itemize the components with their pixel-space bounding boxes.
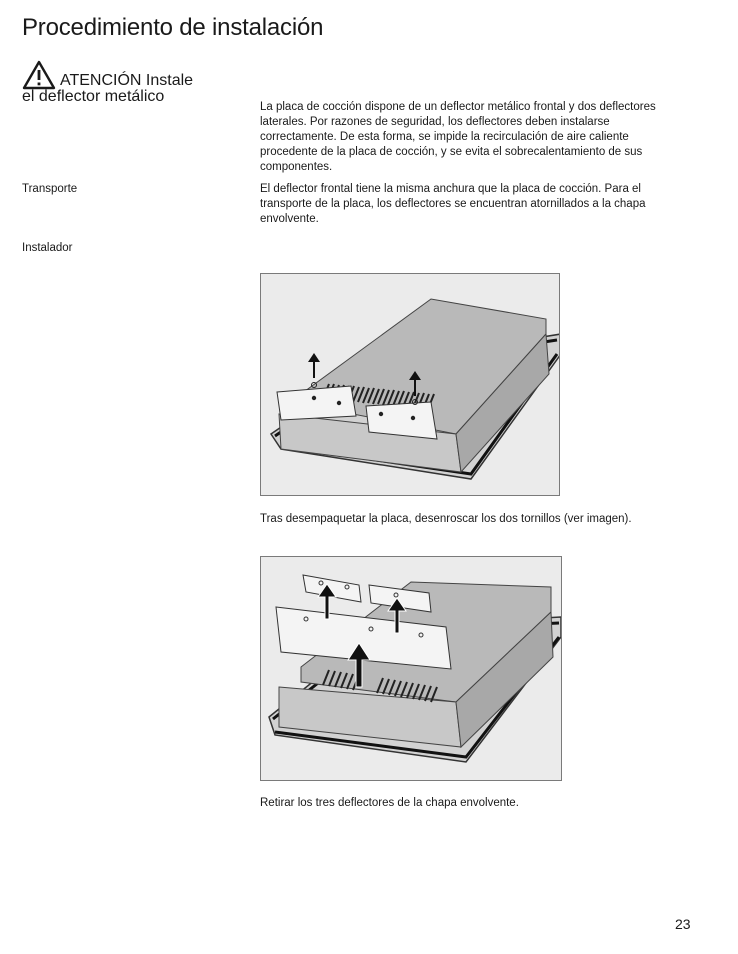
cooktop-illustration-1 [261, 274, 559, 495]
intro-paragraph: La placa de cocción dispone de un deflector metálico frontal y dos deflectores laterales. Por razones de seguridad, los deflectores deben instalarse correctamente. De esta forma, se impide la recirculación de aire caliente procedente de la placa de cocción, y se evita el sobrecalentamiento de sus componentes. [260, 101, 656, 173]
warning-heading-line1: ATENCIÓN Instale [60, 72, 194, 89]
page-title: Procedimiento de instalación [22, 14, 324, 41]
figure-remove-deflectors [260, 556, 562, 781]
warning-heading-line2: el deflector metálico [22, 88, 165, 105]
warning-triangle-icon [22, 60, 56, 90]
page-number: 23 [675, 916, 691, 932]
transport-label: Transporte [22, 183, 78, 195]
transport-paragraph: El deflector frontal tiene la misma anchura que la placa de cocción. Para el transporte de la placa, los deflectores se encuentran atornillados a la chapa envolvente. [260, 183, 646, 225]
figure1-caption: Tras desempaquetar la placa, desenroscar los dos tornillos (ver imagen). [260, 513, 632, 525]
cooktop-illustration-2 [261, 557, 561, 780]
figure-unscrew-screws [260, 273, 560, 496]
installer-label: Instalador [22, 242, 73, 254]
figure2-caption: Retirar los tres deflectores de la chapa envolvente. [260, 797, 519, 809]
warning-heading [22, 58, 252, 106]
